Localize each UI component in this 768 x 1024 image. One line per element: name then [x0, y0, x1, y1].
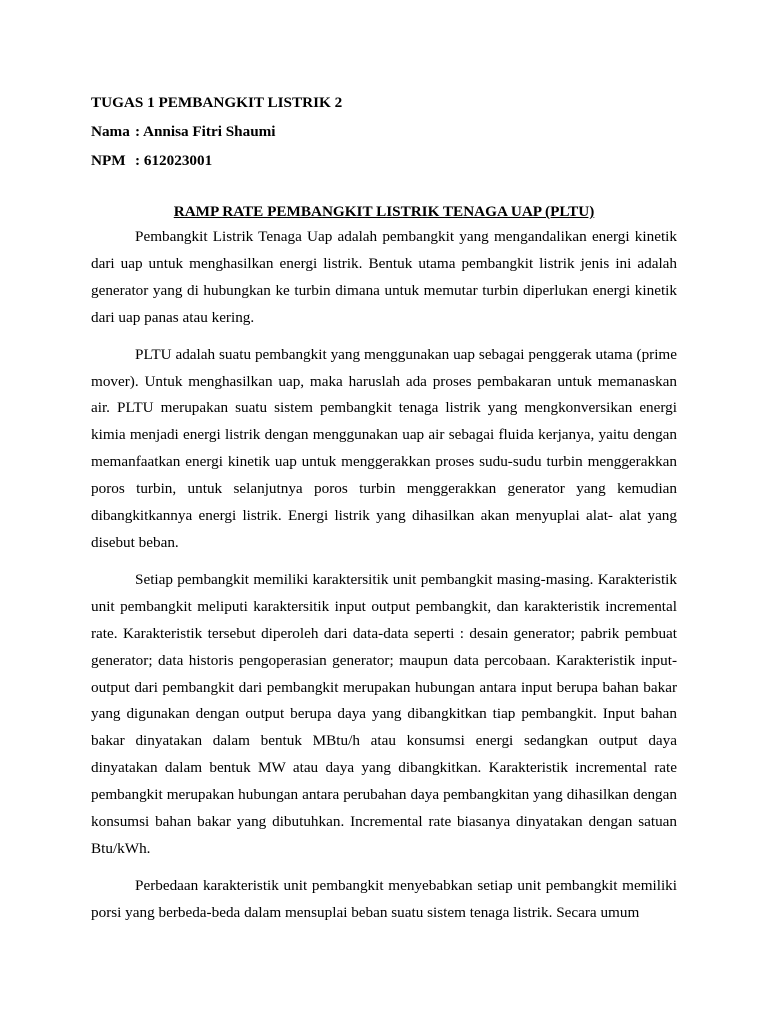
- npm-label: NPM: [91, 152, 126, 169]
- assignment-title: TUGAS 1 PEMBANGKIT LISTRIK 2: [91, 94, 343, 111]
- name-label: Nama: [91, 123, 130, 140]
- document-title: RAMP RATE PEMBANGKIT LISTRIK TENAGA UAP (PLTU): [173, 203, 595, 220]
- name-value: : Annisa Fitri Shaumi: [135, 123, 276, 140]
- npm-line: [91, 150, 677, 179]
- document-page: [91, 92, 677, 937]
- paragraph: Perbedaan karakteristik unit pembangkit menyebabkan setiap unit pembangkit memiliki porsi yang berbeda-beda dalam mensuplai beban suatu sistem tenaga listrik. Secara umum: [91, 876, 677, 921]
- paragraph: Pembangkit Listrik Tenaga Uap adalah pembangkit yang mengandalikan energi kinetik dari uap untuk menghasilkan energi listrik. Bentuk utama pembangkit listrik jenis ini adalah generator yang di hubungkan ke turbin dimana untuk memutar turbin diperlukan energi kinetik dari uap panas atau kering.: [91, 228, 677, 326]
- npm-value: : 612023001: [135, 152, 213, 169]
- paragraph: PLTU adalah suatu pembangkit yang menggunakan uap sebagai penggerak utama (prime mover). Untuk menghasilkan uap, maka haruslah ada proses pembakaran untuk memanaskan air. PLTU merupakan suatu sistem pembangkit tenaga listrik yang mengkonversikan energi kimia menjadi energi listrik dengan menggunakan uap air sebagai fluida kerjanya, yaitu dengan memanfaatkan energi kinetik uap untuk menggerakkan proses sudu-sudu turbin menggerakkan poros turbin, untuk selanjutnya poros turbin menggerakkan generator yang kemudian dibangkitkannya energi listrik. Energi listrik yang dihasilkan akan menyuplai alat- alat yang disebut beban.: [91, 345, 677, 551]
- paragraph: Setiap pembangkit memiliki karaktersitik unit pembangkit masing-masing. Karakteristik unit pembangkit meliputi karaktersitik input output pembangkit, dan karakteristik incremental rate. Karakteristik tersebut diperoleh dari data-data seperti : desain generator; pabrik pembuat generator; data historis pengoperasian generator; maupun data percobaan. Karakteristik input-output dari pembangkit dari pembangkit merupakan hubungan antara input berupa bahan bakar yang digunakan dengan output berupa daya yang dibangkitkan tiap pembangkit. Input bahan bakar dinyatakan dalam bentuk MBtu/h atau konsumsi energi sedangkan output daya dinyatakan dalam bentuk MW atau daya yang dibangkitkan. Karakteristik incremental rate pembangkit merupakan hubungan antara perubahan daya pembangkitan yang dihasilkan dengan konsumsi bahan bakar yang dibutuhkan. Incremental rate biasanya dinyatakan dengan satuan Btu/kWh.: [91, 570, 677, 857]
- name-line: [91, 121, 677, 150]
